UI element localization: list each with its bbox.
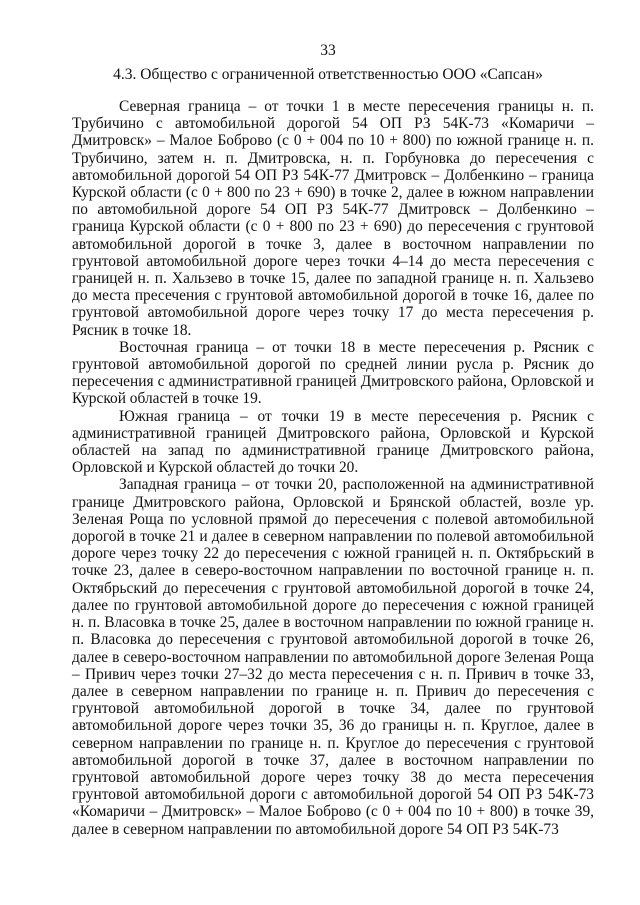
page-number: 33 bbox=[320, 42, 336, 59]
document-body bbox=[72, 98, 594, 838]
paragraph-north-boundary: Северная граница – от точки 1 в месте пересечения границы н. п. Трубичино с автомобильной дорогой 54 ОП РЗ 54К-73 «Комаричи – Дмитровск» – Малое Боброво (с 0 + 004 по 10 + 800) по южной границе н. п. Трубичино, затем н. п. Дмитровска, н. п. Горбуновка до пересечения с автомобильной дорогой 54 ОП РЗ 54К-77 Дмитровск – Долбенкино – граница Курской области (с 0 + 800 по 23 + 690) в точке 2, далее в южном направлении по автомобильной дороге 54 ОП РЗ 54К-77 Дмитровск – Долбенкино – граница Курской области (с 0 + 800 по 23 + 690) до пересечения с грунтовой автомобильной дорогой в точке 3, далее в восточном направлении по грунтовой автомобильной дороге через точки 4–14 до места пересечения с границей н. п. Хальзево в точке 15, далее по западной границе н. п. Хальзево до места пресечения с грунтовой автомобильной дорогой в точке 16, далее по грунтовой автомобильной дороге через точку 17 до места пересечения р. Рясник в точке 18. bbox=[72, 98, 594, 339]
section-heading: 4.3. Общество с ограниченной ответственностью ООО «Сапсан» bbox=[113, 66, 543, 83]
paragraph-east-boundary: Восточная граница – от точки 18 в месте пересечения р. Рясник с грунтовой автомобильной дорогой по средней линии русла р. Рясник до пересечения с административной границей Дмитровского района, Орловской и Курской областей в точке 19. bbox=[72, 338, 594, 408]
paragraph-west-boundary: Западная граница – от точки 20, расположенной на административной границе Дмитровского района, Орловской и Брянской областей, возле ур. Зеленая Роща по условной прямой до пересечения с полевой автомобильной дорогой в точке 21 и далее в северном направлении по полевой автомобильной дороге через точку 22 до пересечения с южной границей н. п. Октябрьский в точке 23, далее в северо-восточном направлении по восточной границе н. п. Октябрьский до пересечения с грунтовой автомобильной дорогой в точке 24, далее по грунтовой автомобильной дороге до пересечения с южной границей н. п. Власовка в точке 25, далее в восточном направлении по южной границе н. п. Власовка до пересечения с грунтовой автомобильной дорогой в точке 26, далее в северо-восточном направлении по автомобильной дороге Зеленая Роща – Привич через точки 27–32 до места пересечения с н. п. Привич в точке 33, далее в северном направлении по границе н. п. Привич до пересечения с грунтовой автомобильной дорогой в точке 34, далее по грунтовой автомобильной дороге через точки 35, 36 до границы н. п. Круглое, далее в северном направлении по границе н. п. Круглое до пересечения с грунтовой автомобильной дорогой в точке 37, далее в восточном направлении по грунтовой автомобильной дороге через точку 38 до места пересечения грунтовой автомобильной дороги с автомобильной дорогой 54 ОП РЗ 54К-73 «Комаричи – Дмитровск» – Малое Боброво (с 0 + 004 по 10 + 800) в точке 39, далее в северном направлении по автомобильной дороге 54 ОП РЗ 54К-73 bbox=[72, 476, 594, 838]
paragraph-south-boundary: Южная граница – от точки 19 в месте пересечения р. Рясник с административной границей Дмитровского района, Орловской и Курской областей на запад по административной границе Дмитровского района, Орловской и Курской областей до точки 20. bbox=[72, 407, 594, 477]
